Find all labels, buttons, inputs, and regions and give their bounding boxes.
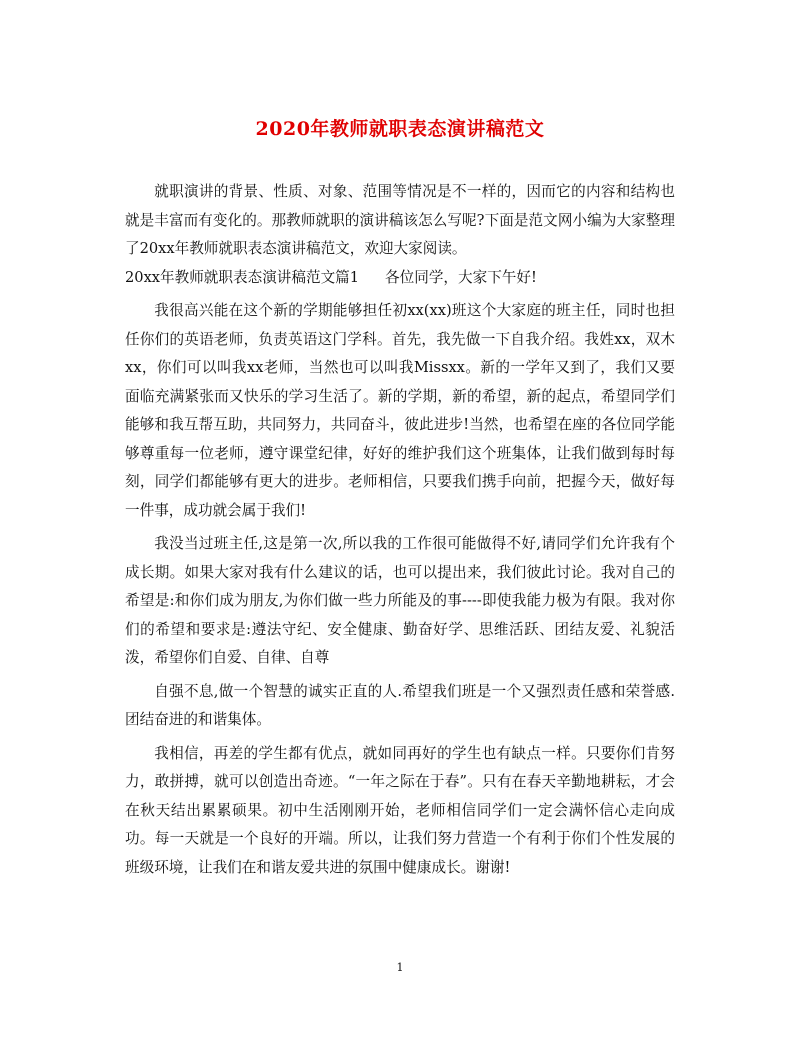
section-heading: 20xx年教师就职表态演讲稿范文篇1: [125, 268, 360, 286]
intro-paragraph: 就职演讲的背景、性质、对象、范围等情况是不一样的，因而它的内容和结构也就是丰富而有变化的。那教师就职的演讲稿该怎么写呢?下面是范文网小编为大家整理了20xx年教师就职表态演讲稿范文，欢迎大家阅读。: [125, 183, 675, 257]
greeting: 各位同学，大家下午好!: [385, 268, 537, 286]
page-number: 1: [396, 961, 404, 974]
body-paragraph-4: 我相信，再差的学生都有优点，就如同再好的学生也有缺点一样。只要你们肯努力，敢拼搏，就可以创造出奇迹。“一年之际在于春”。只有在春天辛勤地耕耘，才会在秋天结出累累硕果。初中生活刚刚开始，老师相信同学们一定会满怀信心走向成功。每一天就是一个良好的开端。所以，让我们努力营造一个有利于你们个性发展的班级环境，让我们在和谐友爱共进的氛围中健康成长。谢谢!: [125, 744, 675, 876]
body-paragraph-3: 自强不息,做一个智慧的诚实正直的人.希望我们班是一个又强烈责任感和荣誉感.团结奋进的和谐集体。: [125, 682, 675, 728]
body-paragraph-1: 我很高兴能在这个新的学期能够担任初xx(xx)班这个大家庭的班主任，同时也担任你们的英语老师，负责英语这门学科。首先，我先做一下自我介绍。我姓xx，双木xx，你们可以叫我xx老师，当然也可以叫我Missxx。新的一学年又到了，我们又要面临充满紧张而又快乐的学习生活了。新的学期，新的希望，新的起点，希望同学们能够和我互帮互助，共同努力，共同奋斗，彼此进步!当然，也希望在座的各位同学能够尊重每一位老师，遵守课堂纪律，好好的维护我们这个班集体，让我们做到每时每刻，同学们都能够有更大的进步。老师相信，只要我们携手向前，把握今天，做好每一件事，成功就会属于我们!: [125, 302, 675, 519]
section-heading-line: [125, 264, 675, 293]
body-paragraph-2: 我没当过班主任,这是第一次,所以我的工作很可能做得不好,请同学们允许我有个成长期。如果大家对我有什么建议的话，也可以提出来，我们彼此讨论。我对自己的希望是:和你们成为朋友,为你们做一些力所能及的事----即使我能力极为有限。我对你们的希望和要求是:遵法守纪、安全健康、勤奋好学、思维活跃、团结友爱、礼貌活泼，希望你们自爱、自律、自尊: [125, 535, 675, 666]
document-body: [125, 178, 675, 882]
document-title: 2020年教师就职表态演讲稿范文: [255, 118, 545, 140]
